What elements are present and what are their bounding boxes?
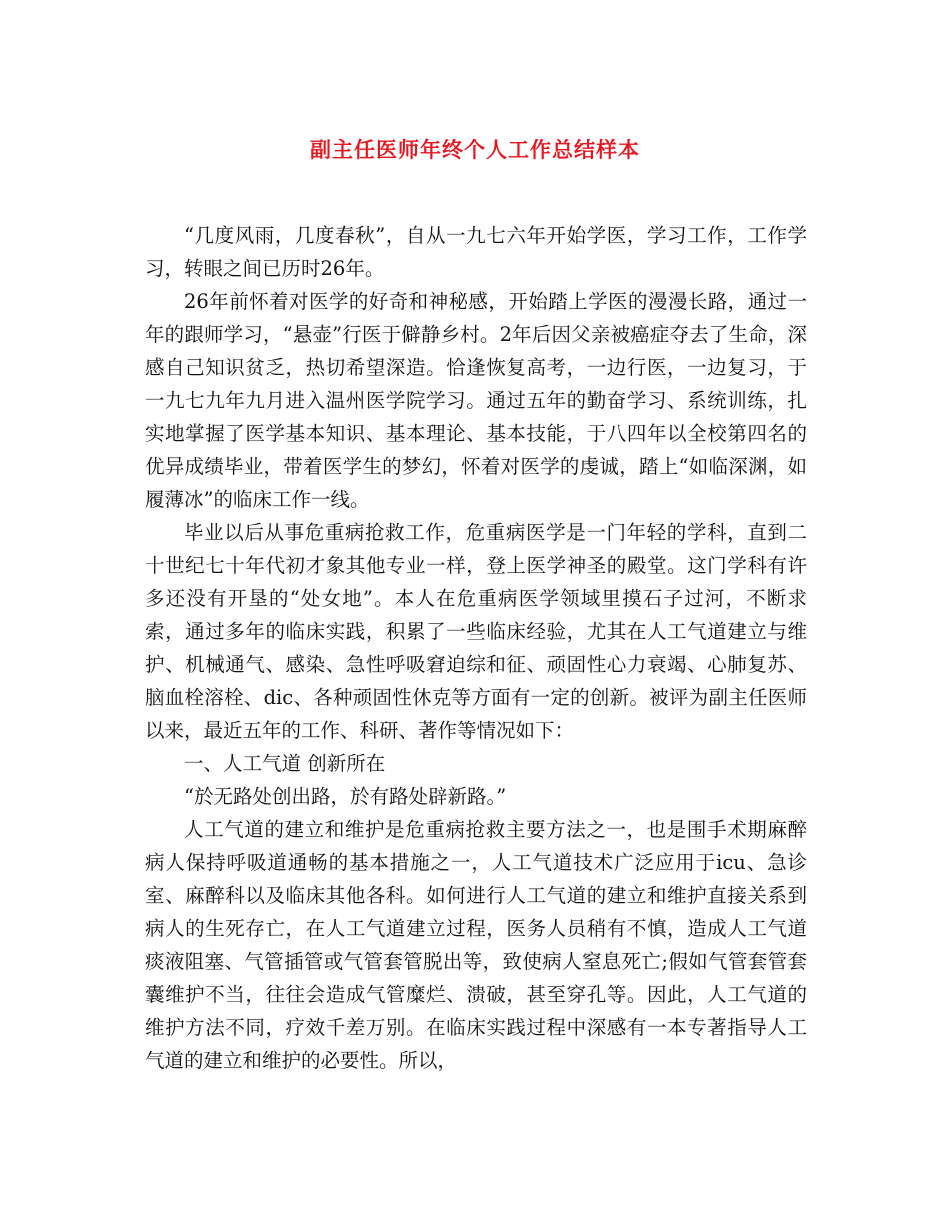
paragraph-airway: 人工气道的建立和维护是危重病抢救主要方法之一，也是围手术期麻醉病人保持呼吸道通畅的基本措施之一，人工气道技术广泛应用于icu、急诊室、麻醉科以及临床其他各科。如何进行人工气道的建立和维护直接关系到病人的生死存亡，在人工气道建立过程，医务人员稍有不慎，造成人工气道痰液阻塞、气管插管或气管套管脱出等，致使病人窒息死亡;假如气管套管套囊维护不当，往往会造成气管糜烂、溃破，甚至穿孔等。因此，人工气道的维护方法不同，疗效千差万别。在临床实践过程中深感有一本专著指导人工气道的建立和维护的必要性。所以，: [145, 818, 807, 1072]
section-heading-airway: 一、人工气道 创新所在: [184, 752, 386, 775]
document-body: [145, 219, 807, 1077]
paragraph-career: 毕业以后从事危重病抢救工作，危重病医学是一门年轻的学科，直到二十世纪七十年代初才象其他专业一样，登上医学神圣的殿堂。这门学科有许多还没有开垦的“处女地”。本人在危重病医学领域里摸石子过河，不断求索，通过多年的临床实践，积累了一些临床经验，尤其在人工气道建立与维护、机械通气、感染、急性呼吸窘迫综和征、顽固性心力衰竭、心肺复苏、脑血栓溶栓、dic、各种顽固性休克等方面有一定的创新。被评为副主任医师以来，最近五年的工作、科研、著作等情况如下：: [145, 521, 807, 742]
paragraph-background: 26年前怀着对医学的好奇和神秘感，开始踏上学医的漫漫长路，通过一年的跟师学习，“悬壶”行医于僻静乡村。2年后因父亲被癌症夺去了生命，深感自己知识贫乏，热切希望深造。恰逢恢复高考，一边行医，一边复习，于一九七九年九月进入温州医学院学习。通过五年的勤奋学习、系统训练，扎实地掌握了医学基本知识、基本理论、基本技能，于八四年以全校第四名的优异成绩毕业，带着医学生的梦幻，怀着对医学的虔诚，踏上“如临深渊，如履薄冰”的临床工作一线。: [145, 290, 807, 511]
quote-line: “於无路处创出路，於有路处辟新路。”: [184, 785, 507, 808]
paragraph-intro: “几度风雨，几度春秋”，自从一九七六年开始学医，学习工作，工作学习，转眼之间已历时26年。: [145, 224, 807, 280]
document-title: 副主任医师年终个人工作总结样本: [310, 137, 640, 162]
